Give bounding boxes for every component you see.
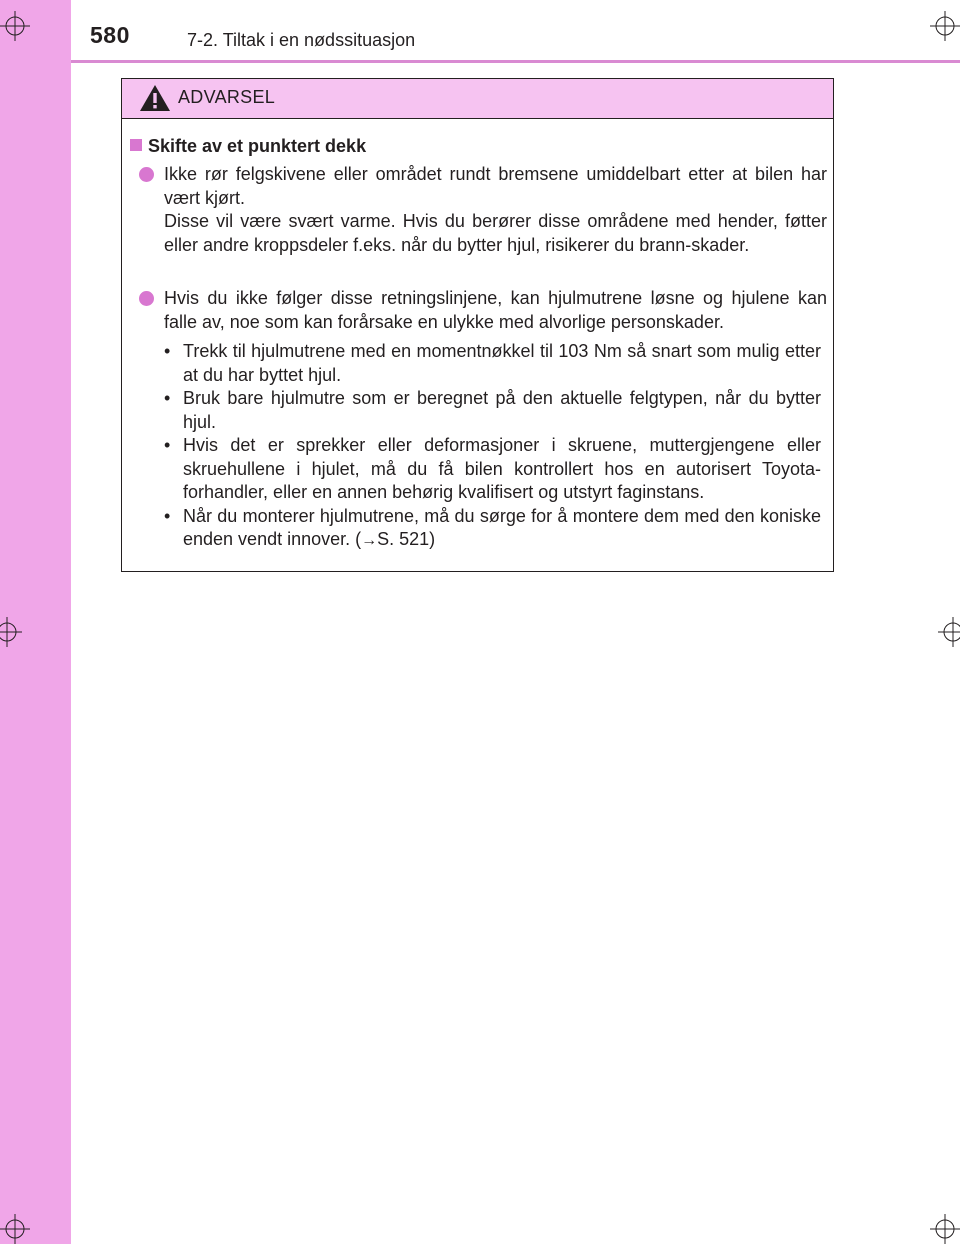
registration-mark-icon: [0, 11, 30, 41]
list-item-text: Bruk bare hjulmutre som er beregnet på den aktuelle felgtypen, når du bytter hjul.: [183, 388, 821, 432]
list-item: • Hvis det er sprekker eller deformasjoner i skruene, muttergjengene eller skruehullene i hjulet, må du få bilen kontrollert hos en autorisert Toyota-forhandler, eller en annen behørig kvalifisert og utstyrt faginstans.: [164, 435, 821, 502]
cross-reference-link[interactable]: S. 521): [377, 529, 436, 549]
list-item: • Trekk til hjulmutrene med en momentnøkkel til 103 Nm så snart som mulig etter at du har byttet hjul.: [164, 341, 821, 385]
list-item-text: Hvis det er sprekker eller deformasjoner i skruene, muttergjengene eller skruehullene i hjulet, må du få bilen kontrollert hos en autorisert Toyota-forhandler, eller en annen behørig kvalifisert og utstyrt faginstans.: [183, 435, 821, 502]
paragraph-line: Disse vil være svært varme. Hvis du berører disse områdene med hender, føtter eller andre kroppsdeler f.eks. når du bytter hjul, risikerer du brann-skader.: [164, 211, 827, 255]
header-rule: [71, 60, 960, 63]
page-number: 580: [90, 22, 130, 48]
paragraph-hot-brakes: [164, 163, 827, 257]
section-title: 7-2. Tiltak i en nødssituasjon: [187, 30, 416, 50]
registration-mark-icon: [930, 1214, 960, 1244]
list-item-text: Når du monterer hjulmutrene, må du sørge for å montere dem med den koniske enden vendt innover. (: [183, 505, 821, 549]
warning-triangle-icon: [139, 84, 171, 117]
list-item-text: Trekk til hjulmutrene med en momentnøkkel til 103 Nm så snart som mulig etter at du har byttet hjul.: [183, 341, 821, 385]
registration-mark-icon: [930, 11, 960, 41]
registration-mark-icon: [0, 1214, 30, 1244]
square-bullet-icon: [130, 139, 142, 151]
registration-mark-icon: [938, 617, 960, 647]
warning-header: [122, 79, 833, 119]
subheading-text: Skifte av et punktert dekk: [148, 136, 367, 156]
registration-mark-icon: [0, 617, 22, 647]
round-bullet-icon: [139, 291, 154, 306]
round-bullet-icon: [139, 167, 154, 182]
warning-title: ADVARSEL: [178, 87, 276, 107]
warning-box: [121, 78, 834, 572]
list-item: • Bruk bare hjulmutre som er beregnet på den aktuelle felgtypen, når du bytter hjul.: [164, 388, 821, 432]
subheading: [130, 135, 366, 159]
arrow-right-icon: →: [361, 532, 378, 549]
bullet-list: [164, 340, 821, 553]
list-item: • Når du monterer hjulmutrene, må du sørge for å montere dem med den koniske enden vendt innover. (→S. 521): [164, 505, 821, 549]
paragraph-line: Hvis du ikke følger disse retningslinjene, kan hjulmutrene løsne og hjulene kan falle av, noe som kan forårsake en ulykke med alvorlige personskader.: [164, 288, 827, 332]
paragraph-line: Ikke rør felgskivene eller området rundt bremsene umiddelbart etter at bilen har vært kjørt.: [164, 164, 827, 208]
paragraph-guidelines: [164, 287, 827, 334]
warning-body: [122, 119, 833, 571]
